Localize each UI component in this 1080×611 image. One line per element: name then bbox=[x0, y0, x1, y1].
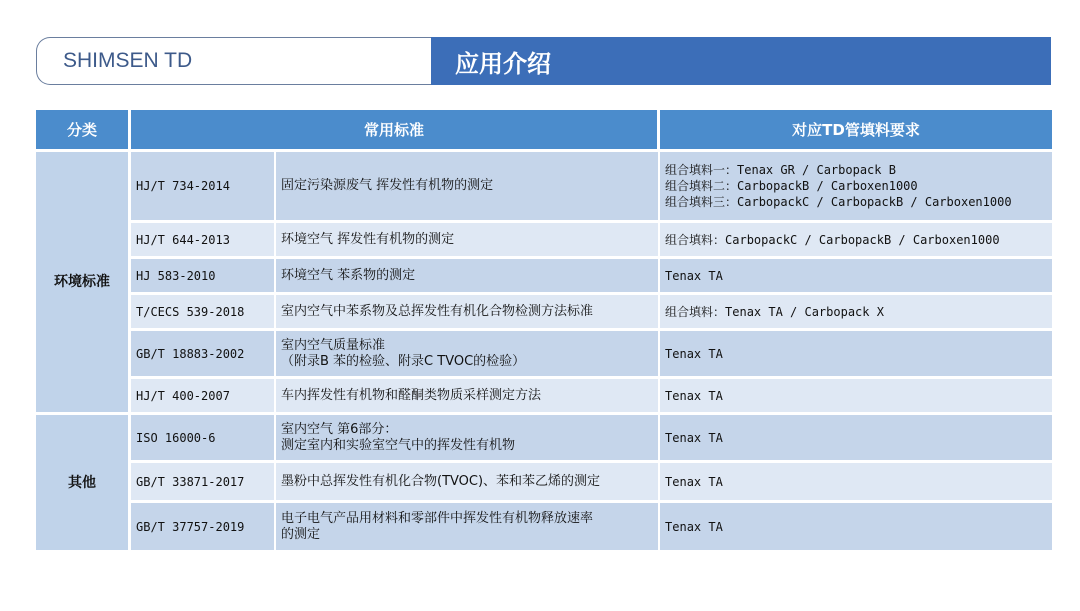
packing-requirement-cell bbox=[660, 295, 1052, 331]
standard-name-line: 墨粉中总挥发性有机化合物(TVOC)、苯和苯乙烯的测定 bbox=[281, 473, 601, 489]
brand-label: SHIMSEN TD bbox=[36, 37, 431, 85]
table-row bbox=[36, 223, 1052, 259]
standard-code-cell: GB/T 18883-2002 bbox=[131, 331, 276, 379]
standard-name-cell bbox=[276, 152, 660, 223]
standard-name-line: （附录B 苯的检验、附录C TVOC的检验） bbox=[281, 353, 526, 369]
packing-requirement-line: 组合填料：Tenax TA / Carbopack X bbox=[665, 304, 884, 319]
standard-name-line: 室内空气质量标准 bbox=[281, 337, 386, 353]
standard-name-line: 环境空气 苯系物的测定 bbox=[281, 267, 416, 283]
packing-requirement-line: Tenax TA bbox=[665, 430, 723, 445]
header-banner bbox=[36, 37, 1051, 87]
packing-requirement-cell bbox=[660, 152, 1052, 223]
packing-requirement-line: Tenax TA bbox=[665, 268, 723, 283]
packing-requirement-cell bbox=[660, 331, 1052, 379]
packing-requirement-cell bbox=[660, 379, 1052, 415]
standard-name-line: 环境空气 挥发性有机物的测定 bbox=[281, 231, 455, 247]
table-row bbox=[36, 379, 1052, 415]
standard-code-cell: ISO 16000-6 bbox=[131, 415, 276, 463]
standard-code-cell: HJ/T 400-2007 bbox=[131, 379, 276, 415]
standard-name-cell bbox=[276, 379, 660, 415]
standards-table bbox=[36, 110, 1052, 553]
packing-requirement-cell bbox=[660, 259, 1052, 295]
standard-name-line: 的测定 bbox=[281, 526, 321, 542]
standard-name-line: 电子电气产品用材料和零部件中挥发性有机物释放速率 bbox=[281, 510, 594, 526]
standard-name-line: 室内空气 第6部分： bbox=[281, 421, 398, 437]
standard-code-cell: GB/T 37757-2019 bbox=[131, 503, 276, 553]
packing-requirement-line: Tenax TA bbox=[665, 519, 723, 534]
page-title: 应用介绍 bbox=[431, 37, 1051, 85]
standard-code-cell: GB/T 33871-2017 bbox=[131, 463, 276, 503]
standard-code-cell: HJ/T 644-2013 bbox=[131, 223, 276, 259]
column-header-requirement: 对应TD管填料要求 bbox=[660, 110, 1052, 152]
packing-requirement-line: Tenax TA bbox=[665, 388, 723, 403]
standard-name-cell bbox=[276, 295, 660, 331]
table-row bbox=[36, 259, 1052, 295]
standard-code-cell: HJ 583-2010 bbox=[131, 259, 276, 295]
column-header-standard: 常用标准 bbox=[131, 110, 660, 152]
packing-requirement-line: 组合填料：CarbopackC / CarbopackB / Carboxen1000 bbox=[665, 232, 1000, 247]
standard-name-cell bbox=[276, 503, 660, 553]
standard-name-line: 固定污染源废气 挥发性有机物的测定 bbox=[281, 178, 494, 193]
table-row bbox=[36, 503, 1052, 553]
standard-name-cell bbox=[276, 415, 660, 463]
packing-requirement-line: 组合填料二：CarbopackB / Carboxen1000 bbox=[665, 179, 918, 193]
column-header-category: 分类 bbox=[36, 110, 131, 152]
standard-name-line: 室内空气中苯系物及总挥发性有机化合物检测方法标准 bbox=[281, 303, 594, 319]
standard-name-cell bbox=[276, 463, 660, 503]
table-row bbox=[36, 295, 1052, 331]
packing-requirement-cell bbox=[660, 415, 1052, 463]
standard-name-line: 车内挥发性有机物和醛酮类物质采样测定方法 bbox=[281, 387, 542, 403]
packing-requirement-cell bbox=[660, 463, 1052, 503]
standard-name-line: 测定室内和实验室空气中的挥发性有机物 bbox=[281, 437, 516, 453]
packing-requirement-line: Tenax TA bbox=[665, 474, 723, 489]
standard-code-cell: T/CECS 539-2018 bbox=[131, 295, 276, 331]
packing-requirement-line: 组合填料一：Tenax GR / Carbopack B bbox=[665, 163, 896, 177]
table-row bbox=[36, 152, 1052, 223]
category-cell: 其他 bbox=[36, 415, 131, 553]
table-header-row bbox=[36, 110, 1052, 152]
packing-requirement-line: Tenax TA bbox=[665, 346, 723, 361]
packing-requirement-cell bbox=[660, 223, 1052, 259]
table-row bbox=[36, 463, 1052, 503]
standard-name-cell bbox=[276, 331, 660, 379]
packing-requirement-line: 组合填料三：CarbopackC / CarbopackB / Carboxen1000 bbox=[665, 195, 1012, 209]
table-row bbox=[36, 331, 1052, 379]
packing-requirement-cell bbox=[660, 503, 1052, 553]
standard-name-cell bbox=[276, 259, 660, 295]
category-cell: 环境标准 bbox=[36, 152, 131, 415]
standard-code-cell: HJ/T 734-2014 bbox=[131, 152, 276, 223]
standard-name-cell bbox=[276, 223, 660, 259]
table-row bbox=[36, 415, 1052, 463]
